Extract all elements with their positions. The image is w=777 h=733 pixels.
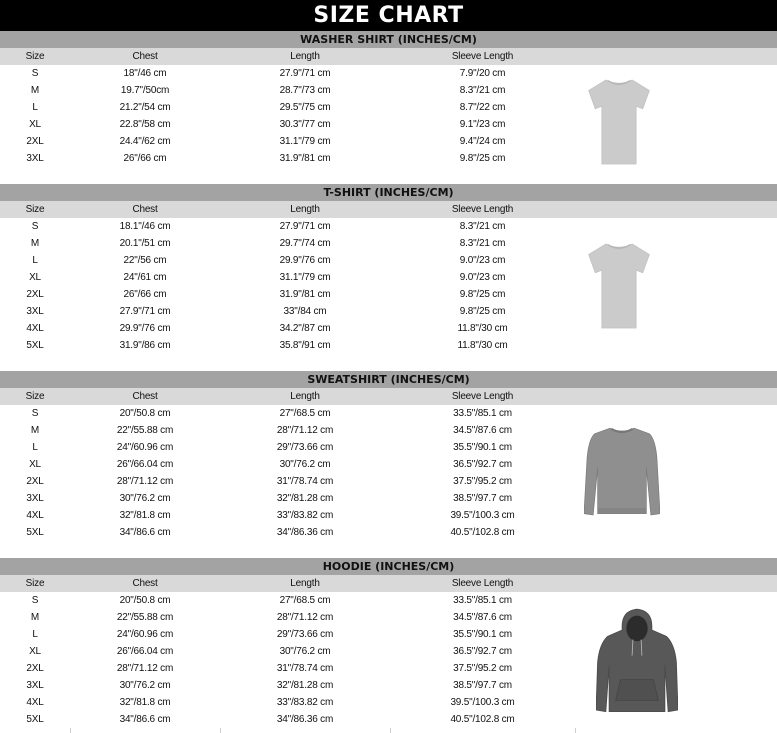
- cell-chest: 29.9"/76 cm: [119, 323, 171, 334]
- table-header-row: [0, 388, 777, 405]
- cell-size: 2XL: [26, 663, 44, 674]
- sweatshirt-icon: [584, 424, 660, 522]
- cell-chest: 26"/66.04 cm: [116, 646, 174, 657]
- cell-chest: 30"/76.2 cm: [119, 680, 171, 691]
- cell-sleeve-length: 35.5"/90.1 cm: [453, 629, 512, 640]
- cell-size: 4XL: [26, 510, 44, 521]
- table-row: [0, 65, 777, 82]
- cell-size: S: [31, 408, 39, 419]
- cell-length: 31"/78.74 cm: [276, 663, 334, 674]
- cell-length: 28.7"/73 cm: [279, 85, 331, 96]
- table-row: [0, 320, 777, 337]
- header-chest: Chest: [132, 51, 158, 62]
- table-row: [0, 99, 777, 116]
- cell-chest: 32"/81.8 cm: [119, 510, 171, 521]
- table-row: [0, 524, 777, 541]
- table-row: [0, 150, 777, 167]
- cell-length: 31.9"/81 cm: [279, 153, 331, 164]
- cell-chest: 18.1"/46 cm: [119, 221, 171, 232]
- cell-sleeve-length: 11.8"/30 cm: [457, 323, 508, 334]
- section-title: HOODIE (INCHES/CM): [0, 558, 777, 575]
- header-length: Length: [290, 391, 320, 402]
- cell-length: 34"/86.36 cm: [276, 527, 334, 538]
- cell-size: 5XL: [26, 714, 44, 725]
- cell-chest: 24"/61 cm: [123, 272, 167, 283]
- header-chest: Chest: [132, 391, 158, 402]
- cell-chest: 24"/60.96 cm: [116, 629, 174, 640]
- cell-length: 31"/78.74 cm: [276, 476, 334, 487]
- cell-size: 3XL: [26, 153, 44, 164]
- cell-sleeve-length: 38.5"/97.7 cm: [453, 680, 512, 691]
- table-header-row: [0, 575, 777, 592]
- cell-size: S: [31, 595, 39, 606]
- cell-size: 3XL: [26, 493, 44, 504]
- cell-size: 4XL: [26, 323, 44, 334]
- cell-size: L: [32, 255, 38, 266]
- hoodie-icon: [596, 606, 678, 718]
- cell-length: 29.9"/76 cm: [279, 255, 331, 266]
- cell-sleeve-length: 11.8"/30 cm: [457, 340, 508, 351]
- table-row: [0, 269, 777, 286]
- table-row: [0, 303, 777, 320]
- cell-length: 27.9"/71 cm: [279, 68, 331, 79]
- header-size: Size: [25, 51, 45, 62]
- cell-size: 2XL: [26, 136, 44, 147]
- cell-sleeve-length: 9.1"/23 cm: [459, 119, 506, 130]
- cell-size: 2XL: [26, 289, 44, 300]
- cell-length: 31.1"/79 cm: [279, 272, 331, 283]
- cell-sleeve-length: 39.5"/100.3 cm: [450, 697, 515, 708]
- cell-chest: 28"/71.12 cm: [116, 476, 174, 487]
- cell-length: 27.9"/71 cm: [279, 221, 331, 232]
- cell-size: 5XL: [26, 527, 44, 538]
- cell-sleeve-length: 36.5"/92.7 cm: [453, 459, 512, 470]
- cell-chest: 28"/71.12 cm: [116, 663, 174, 674]
- cell-chest: 24.4"/62 cm: [119, 136, 171, 147]
- cell-size: M: [30, 612, 40, 623]
- cell-size: XL: [29, 272, 41, 283]
- table-row: [0, 405, 777, 422]
- cell-chest: 26"/66 cm: [123, 289, 167, 300]
- cell-length: 29.5"/75 cm: [279, 102, 331, 113]
- header-length: Length: [290, 51, 320, 62]
- cell-size: XL: [29, 646, 41, 657]
- table-row: [0, 422, 777, 439]
- cell-sleeve-length: 9.8"/25 cm: [459, 153, 506, 164]
- cell-size: 4XL: [26, 697, 44, 708]
- section-title: SWEATSHIRT (INCHES/CM): [0, 371, 777, 388]
- table-row: [0, 337, 777, 354]
- cell-length: 29.7"/74 cm: [279, 238, 331, 249]
- header-length: Length: [290, 204, 320, 215]
- cell-sleeve-length: 40.5"/102.8 cm: [450, 527, 515, 538]
- header-size: Size: [25, 578, 45, 589]
- header-size: Size: [25, 391, 45, 402]
- cell-chest: 24"/60.96 cm: [116, 442, 174, 453]
- cell-chest: 26"/66.04 cm: [116, 459, 174, 470]
- table-row: [0, 439, 777, 456]
- cell-chest: 34"/86.6 cm: [119, 527, 171, 538]
- cell-size: 3XL: [26, 680, 44, 691]
- size-chart-title: SIZE CHART: [0, 0, 777, 31]
- cell-sleeve-length: 38.5"/97.7 cm: [453, 493, 512, 504]
- tshirt-light-icon: [586, 240, 652, 332]
- cell-chest: 19.7"/50cm: [120, 85, 170, 96]
- cell-length: 30"/76.2 cm: [279, 646, 331, 657]
- table-header-row: [0, 201, 777, 218]
- cell-chest: 34"/86.6 cm: [119, 714, 171, 725]
- cell-sleeve-length: 9.0"/23 cm: [459, 255, 506, 266]
- cell-length: 32"/81.28 cm: [276, 493, 334, 504]
- cell-size: L: [32, 442, 38, 453]
- cell-length: 29"/73.66 cm: [276, 629, 334, 640]
- cell-size: 5XL: [26, 340, 44, 351]
- cell-chest: 32"/81.8 cm: [119, 697, 171, 708]
- cell-size: S: [31, 221, 39, 232]
- table-row: [0, 490, 777, 507]
- cell-size: XL: [29, 459, 41, 470]
- cell-sleeve-length: 9.8"/25 cm: [459, 289, 506, 300]
- cell-size: M: [30, 425, 40, 436]
- table-row: [0, 82, 777, 99]
- size-table-section: [0, 371, 777, 541]
- table-row: [0, 286, 777, 303]
- cell-chest: 30"/76.2 cm: [119, 493, 171, 504]
- cell-sleeve-length: 9.0"/23 cm: [459, 272, 506, 283]
- cell-length: 33"/83.82 cm: [276, 510, 334, 521]
- cell-sleeve-length: 35.5"/90.1 cm: [453, 442, 512, 453]
- cell-size: L: [32, 102, 38, 113]
- header-sleeve-length: Sleeve Length: [451, 204, 514, 215]
- cell-length: 34"/86.36 cm: [276, 714, 334, 725]
- header-length: Length: [290, 578, 320, 589]
- table-bottom-ticks: [0, 728, 777, 733]
- size-table-section: [0, 184, 777, 354]
- cell-length: 35.8"/91 cm: [279, 340, 331, 351]
- cell-chest: 18"/46 cm: [123, 68, 167, 79]
- table-row: [0, 235, 777, 252]
- cell-chest: 21.2"/54 cm: [119, 102, 171, 113]
- table-row: [0, 252, 777, 269]
- cell-sleeve-length: 8.3"/21 cm: [459, 221, 506, 232]
- cell-length: 31.1"/79 cm: [279, 136, 331, 147]
- table-row: [0, 473, 777, 490]
- cell-size: 3XL: [26, 306, 44, 317]
- cell-size: L: [32, 629, 38, 640]
- section-title: WASHER SHIRT (INCHES/CM): [0, 31, 777, 48]
- cell-sleeve-length: 7.9"/20 cm: [459, 68, 506, 79]
- cell-length: 30"/76.2 cm: [279, 459, 331, 470]
- cell-length: 34.2"/87 cm: [279, 323, 331, 334]
- cell-size: XL: [29, 119, 41, 130]
- cell-size: M: [30, 85, 40, 96]
- cell-length: 29"/73.66 cm: [276, 442, 334, 453]
- cell-sleeve-length: 40.5"/102.8 cm: [450, 714, 515, 725]
- cell-sleeve-length: 36.5"/92.7 cm: [453, 646, 512, 657]
- cell-sleeve-length: 34.5"/87.6 cm: [453, 425, 512, 436]
- cell-sleeve-length: 33.5"/85.1 cm: [453, 595, 512, 606]
- tshirt-light-icon: [586, 76, 652, 168]
- cell-length: 32"/81.28 cm: [276, 680, 334, 691]
- cell-length: 28"/71.12 cm: [276, 425, 334, 436]
- cell-sleeve-length: 37.5"/95.2 cm: [453, 663, 512, 674]
- header-chest: Chest: [132, 578, 158, 589]
- cell-chest: 20"/50.8 cm: [119, 408, 171, 419]
- cell-length: 31.9"/81 cm: [279, 289, 331, 300]
- header-sleeve-length: Sleeve Length: [451, 51, 514, 62]
- table-row: [0, 218, 777, 235]
- header-sleeve-length: Sleeve Length: [451, 578, 514, 589]
- cell-length: 30.3"/77 cm: [279, 119, 331, 130]
- cell-length: 33"/83.82 cm: [276, 697, 334, 708]
- cell-chest: 20"/50.8 cm: [119, 595, 171, 606]
- cell-sleeve-length: 8.3"/21 cm: [459, 238, 506, 249]
- table-header-row: [0, 48, 777, 65]
- table-row: [0, 133, 777, 150]
- cell-sleeve-length: 9.4"/24 cm: [459, 136, 506, 147]
- cell-chest: 22.8"/58 cm: [119, 119, 171, 130]
- size-table-section: [0, 31, 777, 167]
- cell-length: 33"/84 cm: [283, 306, 327, 317]
- cell-chest: 22"/55.88 cm: [116, 612, 174, 623]
- cell-size: 2XL: [26, 476, 44, 487]
- cell-chest: 26"/66 cm: [123, 153, 167, 164]
- cell-size: S: [31, 68, 39, 79]
- cell-size: M: [30, 238, 40, 249]
- cell-length: 27"/68.5 cm: [279, 408, 331, 419]
- cell-chest: 27.9"/71 cm: [119, 306, 171, 317]
- cell-chest: 22"/55.88 cm: [116, 425, 174, 436]
- table-row: [0, 456, 777, 473]
- cell-sleeve-length: 33.5"/85.1 cm: [453, 408, 512, 419]
- cell-sleeve-length: 37.5"/95.2 cm: [453, 476, 512, 487]
- cell-chest: 22"/56 cm: [123, 255, 167, 266]
- cell-sleeve-length: 8.7"/22 cm: [459, 102, 506, 113]
- table-row: [0, 116, 777, 133]
- table-row: [0, 507, 777, 524]
- cell-sleeve-length: 39.5"/100.3 cm: [450, 510, 515, 521]
- cell-length: 27"/68.5 cm: [279, 595, 331, 606]
- section-title: T-SHIRT (INCHES/CM): [0, 184, 777, 201]
- cell-sleeve-length: 34.5"/87.6 cm: [453, 612, 512, 623]
- cell-chest: 31.9"/86 cm: [119, 340, 171, 351]
- cell-sleeve-length: 9.8"/25 cm: [459, 306, 506, 317]
- header-chest: Chest: [132, 204, 158, 215]
- header-size: Size: [25, 204, 45, 215]
- cell-sleeve-length: 8.3"/21 cm: [459, 85, 506, 96]
- header-sleeve-length: Sleeve Length: [451, 391, 514, 402]
- cell-length: 28"/71.12 cm: [276, 612, 334, 623]
- cell-chest: 20.1"/51 cm: [119, 238, 171, 249]
